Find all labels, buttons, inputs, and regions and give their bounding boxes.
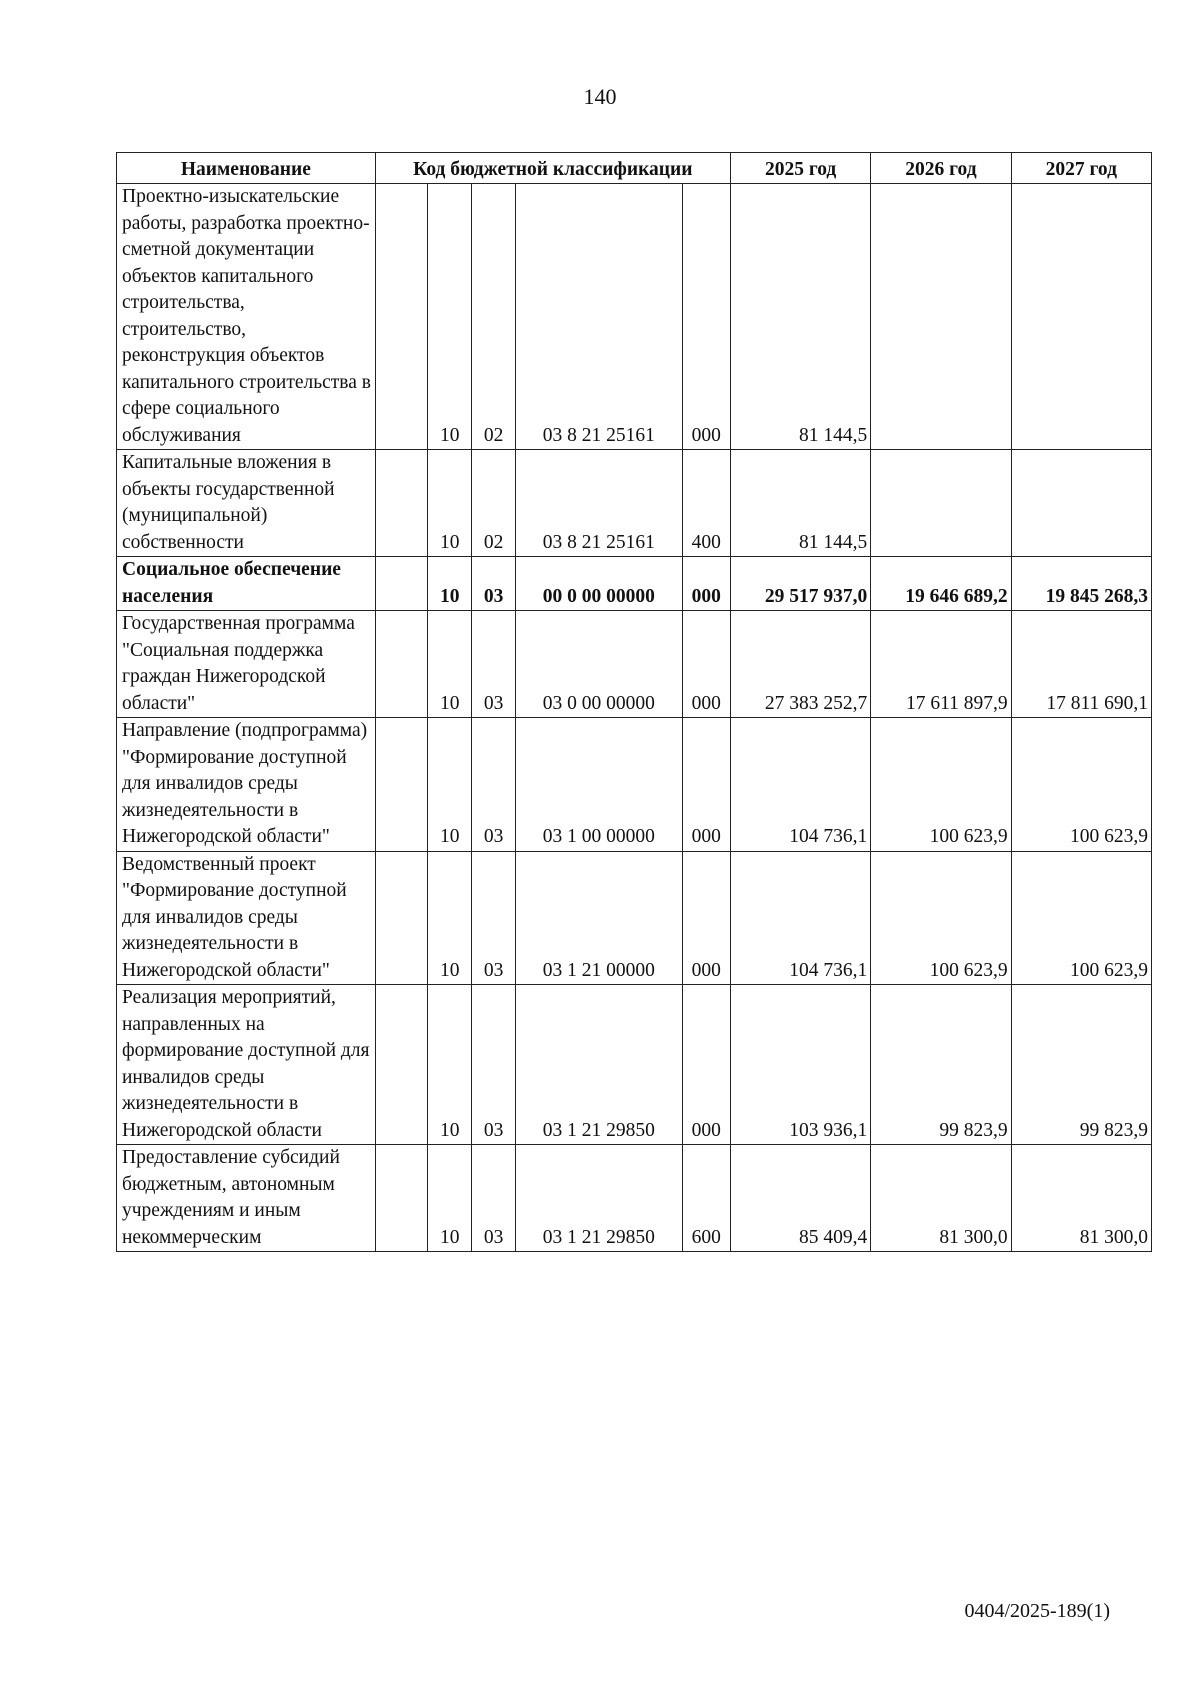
cell-subsection: 03 bbox=[472, 1145, 516, 1252]
cell-2026: 99 823,9 bbox=[871, 985, 1011, 1145]
cell-expense-type: 000 bbox=[682, 557, 730, 611]
cell-subsection: 02 bbox=[472, 450, 516, 557]
cell-target-article: 03 8 21 25161 bbox=[516, 450, 683, 557]
table-row bbox=[117, 1145, 1152, 1252]
cell-subsection: 03 bbox=[472, 851, 516, 985]
cell-2027: 100 623,9 bbox=[1011, 718, 1151, 852]
cell-name: Капитальные вложения в объекты государственной (муниципальной) собственности bbox=[117, 450, 376, 557]
cell-target-article: 03 1 21 29850 bbox=[516, 985, 683, 1145]
cell-2027: 81 300,0 bbox=[1011, 1145, 1151, 1252]
cell-expense-type: 400 bbox=[682, 450, 730, 557]
cell-2027: 100 623,9 bbox=[1011, 851, 1151, 985]
cell-expense-type: 000 bbox=[682, 985, 730, 1145]
cell-name: Направление (подпрограмма) "Формирование доступной для инвалидов среды жизнедеятельности в Нижегородской области" bbox=[117, 718, 376, 852]
cell-2026: 19 646 689,2 bbox=[871, 557, 1011, 611]
page-number: 140 bbox=[583, 84, 617, 109]
cell-expense-type: 000 bbox=[682, 718, 730, 852]
cell-2027: 17 811 690,1 bbox=[1011, 611, 1151, 718]
cell-section: 10 bbox=[428, 557, 472, 611]
document-reference: 0404/2025-189(1) bbox=[964, 1600, 1110, 1622]
cell-name: Предоставление субсидий бюджетным, автономным учреждениям и иным некоммерческим bbox=[117, 1145, 376, 1252]
cell-subsection: 03 bbox=[472, 985, 516, 1145]
cell-2026: 100 623,9 bbox=[871, 718, 1011, 852]
cell-name: Реализация мероприятий, направленных на формирование доступной для инвалидов среды жизнедеятельности в Нижегородской области bbox=[117, 985, 376, 1145]
cell-subsection: 03 bbox=[472, 611, 516, 718]
cell-blank bbox=[375, 1145, 428, 1252]
cell-2026: 17 611 897,9 bbox=[871, 611, 1011, 718]
cell-subsection: 03 bbox=[472, 718, 516, 852]
cell-2026 bbox=[871, 184, 1011, 450]
table-row bbox=[117, 851, 1152, 985]
cell-name: Государственная программа "Социальная поддержка граждан Нижегородской области" bbox=[117, 611, 376, 718]
cell-target-article: 03 1 21 29850 bbox=[516, 1145, 683, 1252]
cell-target-article: 03 1 21 00000 bbox=[516, 851, 683, 985]
cell-section: 10 bbox=[428, 184, 472, 450]
budget-table bbox=[116, 152, 1152, 1252]
cell-section: 10 bbox=[428, 718, 472, 852]
cell-2025: 103 936,1 bbox=[730, 985, 870, 1145]
cell-2026: 100 623,9 bbox=[871, 851, 1011, 985]
cell-blank bbox=[375, 851, 428, 985]
cell-2027 bbox=[1011, 184, 1151, 450]
cell-2025: 81 144,5 bbox=[730, 450, 870, 557]
cell-blank bbox=[375, 450, 428, 557]
cell-2026 bbox=[871, 450, 1011, 557]
cell-target-article: 00 0 00 00000 bbox=[516, 557, 683, 611]
cell-blank bbox=[375, 985, 428, 1145]
cell-section: 10 bbox=[428, 611, 472, 718]
table-row bbox=[117, 557, 1152, 611]
cell-2025: 27 383 252,7 bbox=[730, 611, 870, 718]
cell-blank bbox=[375, 611, 428, 718]
cell-subsection: 02 bbox=[472, 184, 516, 450]
cell-2025: 104 736,1 bbox=[730, 718, 870, 852]
header-code: Код бюджетной классификации bbox=[375, 153, 730, 184]
cell-section: 10 bbox=[428, 851, 472, 985]
cell-section: 10 bbox=[428, 450, 472, 557]
cell-blank bbox=[375, 718, 428, 852]
header-2025: 2025 год bbox=[730, 153, 870, 184]
cell-blank bbox=[375, 184, 428, 450]
header-2027: 2027 год bbox=[1011, 153, 1151, 184]
cell-expense-type: 000 bbox=[682, 851, 730, 985]
cell-name: Социальное обеспечение населения bbox=[117, 557, 376, 611]
table-body bbox=[117, 184, 1152, 1252]
cell-2025: 104 736,1 bbox=[730, 851, 870, 985]
header-name: Наименование bbox=[117, 153, 376, 184]
cell-2025: 81 144,5 bbox=[730, 184, 870, 450]
cell-section: 10 bbox=[428, 1145, 472, 1252]
cell-target-article: 03 8 21 25161 bbox=[516, 184, 683, 450]
cell-blank bbox=[375, 557, 428, 611]
cell-expense-type: 600 bbox=[682, 1145, 730, 1252]
cell-name: Ведомственный проект "Формирование доступной для инвалидов среды жизнедеятельности в Нижегородской области" bbox=[117, 851, 376, 985]
cell-name: Проектно-изыскательские работы, разработка проектно-сметной документации объектов капитального строительства, строительство, реконструкция объектов капитального строительства в сфере социального обслуживания bbox=[117, 184, 376, 450]
table-row bbox=[117, 611, 1152, 718]
cell-2027: 19 845 268,3 bbox=[1011, 557, 1151, 611]
table-header-row bbox=[117, 153, 1152, 184]
table-row bbox=[117, 450, 1152, 557]
cell-target-article: 03 0 00 00000 bbox=[516, 611, 683, 718]
cell-expense-type: 000 bbox=[682, 611, 730, 718]
header-2026: 2026 год bbox=[871, 153, 1011, 184]
cell-subsection: 03 bbox=[472, 557, 516, 611]
cell-target-article: 03 1 00 00000 bbox=[516, 718, 683, 852]
cell-2027 bbox=[1011, 450, 1151, 557]
cell-2025: 85 409,4 bbox=[730, 1145, 870, 1252]
table-row bbox=[117, 718, 1152, 852]
table-row bbox=[117, 985, 1152, 1145]
cell-2027: 99 823,9 bbox=[1011, 985, 1151, 1145]
table-row bbox=[117, 184, 1152, 450]
cell-2025: 29 517 937,0 bbox=[730, 557, 870, 611]
cell-section: 10 bbox=[428, 985, 472, 1145]
cell-expense-type: 000 bbox=[682, 184, 730, 450]
cell-2026: 81 300,0 bbox=[871, 1145, 1011, 1252]
